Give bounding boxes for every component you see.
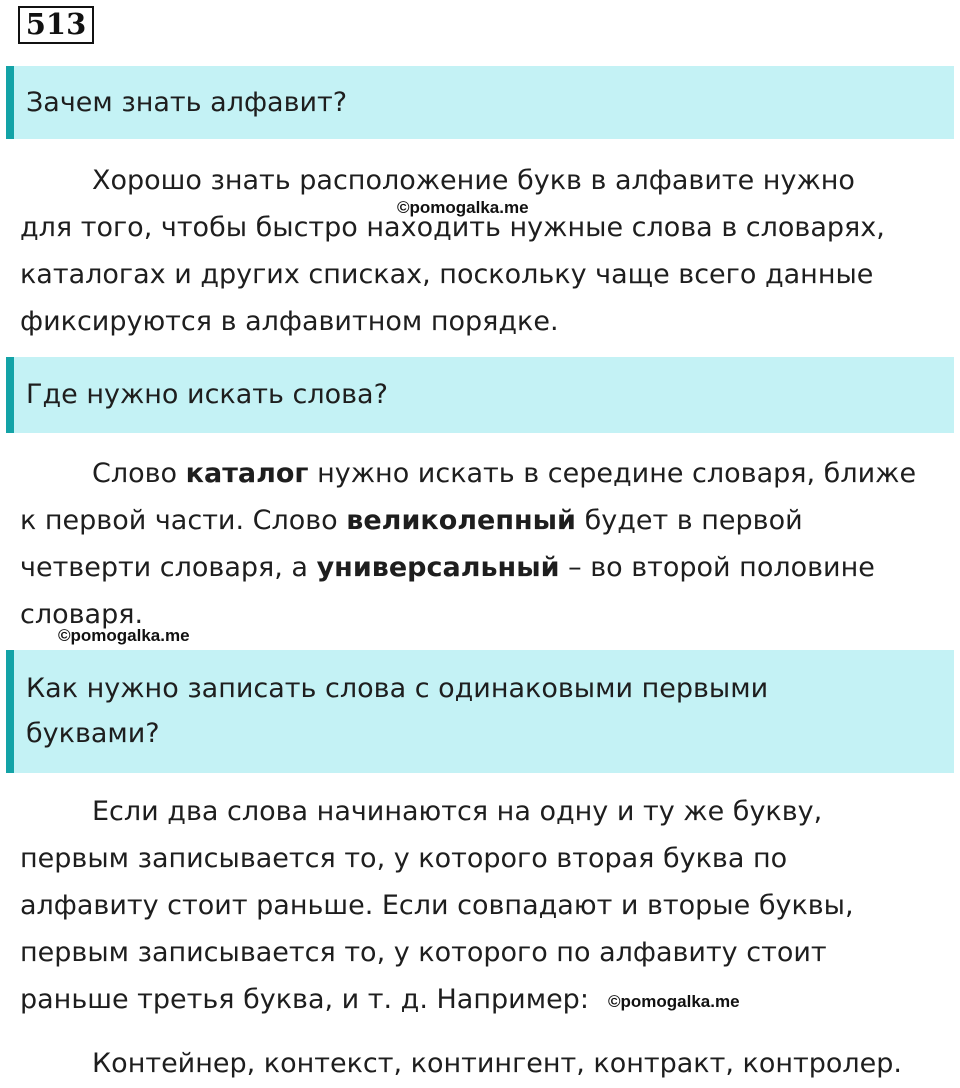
watermark: ©pomogalka.me (397, 198, 529, 217)
answer-1-line: фиксируются в алфавитном порядке. (20, 306, 559, 337)
question-1-text: Зачем знать алфавит? (26, 87, 348, 118)
watermark: ©pomogalka.me (608, 992, 740, 1011)
answer-3 (20, 788, 955, 1023)
answer-2-line: словаря. (20, 599, 144, 630)
answer-1-line: каталогах и других списках, поскольку чаще всего данные (20, 259, 874, 290)
answer-2 (20, 450, 955, 638)
keyword-universalny: универсальный (316, 552, 560, 583)
exercise-number: 513 (18, 6, 94, 44)
answer-3-line: раньше третья буква, и т. д. Например: (20, 984, 589, 1015)
answer-2-line: к первой части. Слово великолепный будет в первой (20, 505, 803, 536)
answer-2-line: Слово каталог нужно искать в середине словаря, ближе (92, 458, 917, 489)
watermark: ©pomogalka.me (58, 626, 190, 645)
example-text: Контейнер, контекст, контингент, контракт, контролер. (92, 1048, 902, 1079)
question-1-header (6, 66, 954, 139)
answer-1 (20, 157, 955, 345)
answer-2-line: четверти словаря, а универсальный – во второй половине (20, 552, 875, 583)
question-2-header (6, 357, 954, 433)
answer-1-line: Хорошо знать расположение букв в алфавите нужно (92, 165, 855, 196)
question-2-text: Где нужно искать слова? (26, 379, 388, 410)
answer-3-line: алфавиту стоит раньше. Если совпадают и вторые буквы, (20, 890, 854, 921)
answer-1-line: для того, чтобы быстро находить нужные слова в словарях, (20, 212, 885, 243)
answer-3-line: первым записывается то, у которого по алфавиту стоит (20, 937, 827, 968)
keyword-katalog: каталог (185, 458, 309, 489)
example-line (20, 1040, 955, 1087)
question-3-header (6, 650, 954, 773)
question-3-text: Как нужно записать слова с одинаковыми первыми (26, 673, 769, 704)
answer-3-line: Если два слова начинаются на одну и ту же букву, (92, 796, 823, 827)
answer-3-line: первым записывается то, у которого вторая буква по (20, 843, 788, 874)
keyword-velikolepny: великолепный (346, 505, 576, 536)
question-3-text: буквами? (26, 718, 160, 749)
